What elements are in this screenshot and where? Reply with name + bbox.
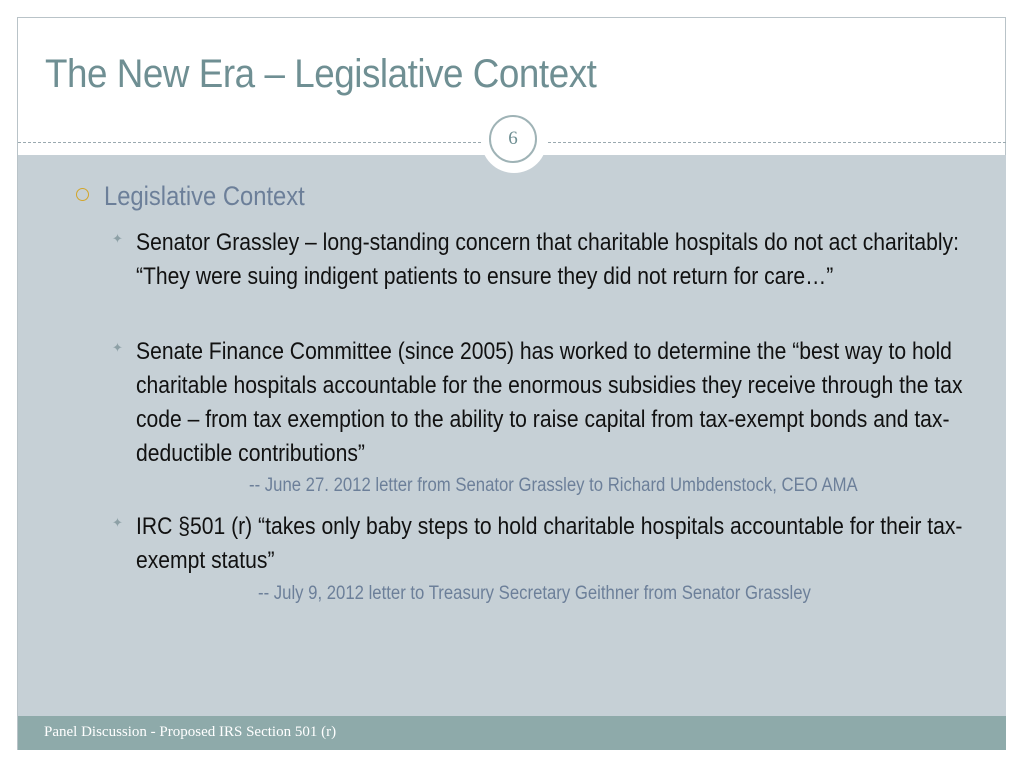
heading-bullet <box>76 181 332 212</box>
page-number: 6 <box>489 115 537 163</box>
slide-title: The New Era – Legislative Context <box>45 52 597 96</box>
footer-text: Panel Discussion - Proposed IRS Section 501 (r) <box>44 724 337 740</box>
quote-attribution: -- June 27. 2012 letter from Senator Grassley to Richard Umbdenstock, CEO AMA <box>249 475 858 496</box>
four-point-star-icon: ✦ <box>112 232 123 247</box>
bullet-text: Senator Grassley – long-standing concern that charitable hospitals do not act charitably: “They were suing indigent patients to ensure they did not return for care…” <box>136 229 959 290</box>
quote-attribution: -- July 9, 2012 letter to Treasury Secretary Geithner from Senator Grassley <box>258 583 811 604</box>
four-point-star-icon: ✦ <box>112 516 123 531</box>
bullet-text: Senate Finance Committee (since 2005) has worked to determine the “best way to hold charitable hospitals accountable for the enormous subsidies they receive through the tax code – from tax exemption to the ability to raise capital from tax-exempt bonds and tax-deductible contributions” <box>136 338 963 467</box>
bullet-text: IRC §501 (r) “takes only baby steps to hold charitable hospitals accountable for their tax-exempt status” <box>136 513 963 574</box>
section-heading: Legislative Context <box>104 181 305 211</box>
hollow-circle-icon <box>76 188 89 201</box>
four-point-star-icon: ✦ <box>112 341 123 356</box>
